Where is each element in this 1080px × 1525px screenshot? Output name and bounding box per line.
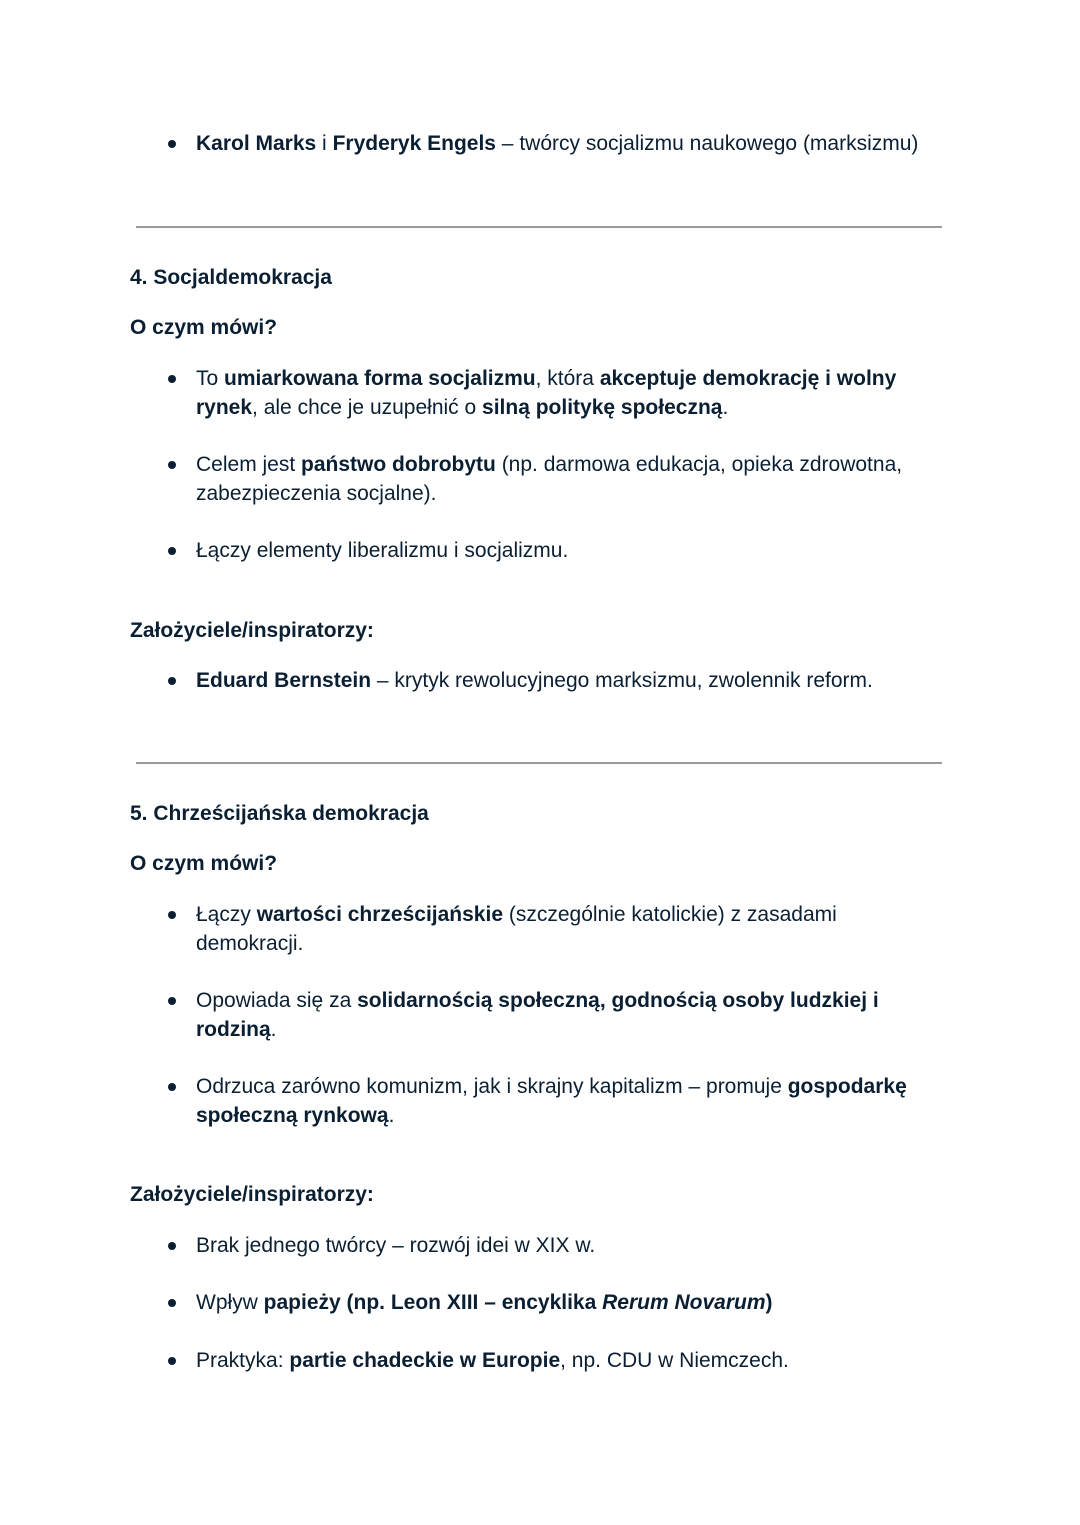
- list-item: [196, 536, 946, 565]
- divider: [136, 762, 942, 764]
- list-item: [196, 1346, 946, 1375]
- bold-text: państwo dobrobytu: [301, 453, 496, 476]
- text: .: [388, 1104, 395, 1127]
- list-item: [196, 1072, 946, 1130]
- text: (szczególnie katolickie) z zasadami demokracji.: [196, 903, 837, 955]
- section-title: 4. Socjaldemokracja: [130, 266, 332, 289]
- list-item: [196, 666, 946, 695]
- text: , ale chce je uzupełnić o: [252, 396, 483, 419]
- bold-text: silną politykę społeczną: [482, 396, 723, 419]
- text: .: [270, 1018, 277, 1041]
- text: .: [722, 396, 729, 419]
- text: Brak jednego twórcy – rozwój idei w XIX w.: [196, 1234, 596, 1257]
- divider: [136, 226, 942, 228]
- bold-text: wartości chrześcijańskie: [256, 903, 504, 926]
- intro-bullet: [196, 129, 946, 158]
- list-item: [196, 450, 946, 508]
- text: Wpływ: [196, 1291, 264, 1314]
- about-label: O czym mówi?: [130, 316, 278, 339]
- bold-text: solidarnością społeczną, godnością osoby ludzkiej i rodziną: [196, 989, 879, 1041]
- text: Odrzuca zarówno komunizm, jak i skrajny kapitalizm – promuje: [196, 1075, 788, 1098]
- founders-label: Założyciele/inspiratorzy:: [130, 1183, 374, 1206]
- list-item: [196, 364, 946, 422]
- text: i: [316, 132, 333, 155]
- list-item: [196, 1288, 946, 1317]
- list-item: [196, 1231, 946, 1260]
- bold-text: Fryderyk Engels: [332, 132, 496, 155]
- bold-text: gospodarkę społeczną rynkową: [196, 1075, 907, 1127]
- list-item: [196, 986, 946, 1044]
- text: – twórcy socjalizmu naukowego (marksizmu): [495, 132, 919, 155]
- text: To: [196, 367, 225, 390]
- text: (np. darmowa edukacja, opieka zdrowotna, zabezpieczenia socjalne).: [196, 453, 903, 505]
- bold-text: umiarkowana forma socjalizmu: [224, 367, 536, 390]
- list-item: [196, 900, 946, 958]
- bold-text: ): [765, 1291, 773, 1314]
- text: Łączy: [196, 903, 257, 926]
- text: , która: [535, 367, 600, 390]
- text: , np. CDU w Niemczech.: [560, 1349, 789, 1372]
- text: – krytyk rewolucyjnego marksizmu, zwolennik reform.: [371, 669, 873, 692]
- text: Celem jest: [196, 453, 302, 476]
- text: Opowiada się za: [196, 989, 358, 1012]
- bold-text: Karol Marks: [196, 132, 317, 155]
- section-title: 5. Chrześcijańska demokracja: [130, 802, 429, 825]
- bold-text: papieży (np. Leon XIII – encyklika: [263, 1291, 603, 1314]
- text: Praktyka:: [196, 1349, 290, 1372]
- bold-text: akceptuje demokrację i wolny rynek: [196, 367, 897, 419]
- about-label: O czym mówi?: [130, 852, 278, 875]
- bold-text: Eduard Bernstein: [196, 669, 372, 692]
- founders-label: Założyciele/inspiratorzy:: [130, 619, 374, 642]
- bold-text: Rerum Novarum: [602, 1291, 766, 1314]
- bold-text: partie chadeckie w Europie: [289, 1349, 561, 1372]
- text: Łączy elementy liberalizmu i socjalizmu.: [196, 539, 569, 562]
